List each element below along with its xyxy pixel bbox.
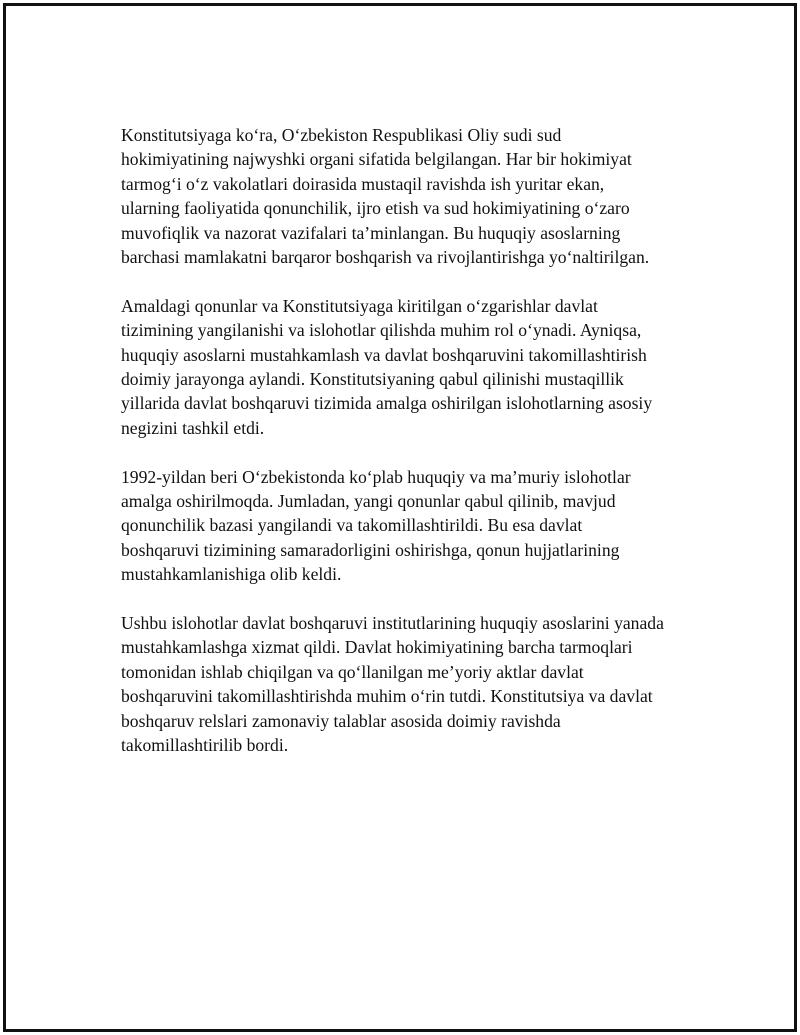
- text-line: Ushbu islohotlar davlat boshqaruvi institutlarining huquqiy asoslarini yanada: [121, 613, 664, 634]
- text-line: takomillashtirilib bordi.: [121, 735, 289, 756]
- text-line: tarmogʻi oʻz vakolatlari doirasida mustaqil ravishda ish yuritar ekan,: [121, 173, 605, 194]
- page-border: [3, 3, 797, 1032]
- text-line: tomonidan ishlab chiqilgan va qoʻllanilgan meʼyoriy aktlar davlat: [121, 661, 584, 682]
- text-line: boshqaruv relslari zamonaviy talablar asosida doimiy ravishda: [121, 710, 561, 731]
- text-line: mustahkamlanishiga olib keldi.: [121, 564, 342, 585]
- text-line: 1992-yildan beri Oʻzbekistonda koʻplab huquqiy va maʼmuriy islohotlar: [121, 466, 631, 487]
- text-line: boshqaruvi tizimining samaradorligini oshirishga, qonun hujjatlarining: [121, 539, 620, 560]
- text-line: negizini tashkil etdi.: [121, 417, 265, 438]
- text-line: huquqiy asoslarni mustahkamlash va davlat boshqaruvini takomillashtirish: [121, 344, 647, 365]
- text-line: doimiy jarayonga aylandi. Konstitutsiyaning qabul qilinishi mustaqillik: [121, 369, 624, 390]
- document-body: [121, 123, 696, 782]
- text-line: amalga oshirilmoqda. Jumladan, yangi qonunlar qabul qilinib, mavjud: [121, 491, 616, 512]
- paragraph-3: [121, 465, 696, 587]
- text-line: tizimining yangilanishi va islohotlar qilishda muhim rol oʻynadi. Ayniqsa,: [121, 320, 642, 341]
- paragraph-2: [121, 294, 696, 440]
- text-line: mustahkamlashga xizmat qildi. Davlat hokimiyatining barcha tarmoqlari: [121, 637, 633, 658]
- text-line: barchasi mamlakatni barqaror boshqarish va rivojlantirishga yoʻnaltirilgan.: [121, 247, 650, 268]
- paragraph-4: [121, 611, 696, 757]
- text-line: Konstitutsiyaga koʻra, Oʻzbekiston Respublikasi Oliy sudi sud: [121, 125, 562, 145]
- text-line: qonunchilik bazasi yangilandi va takomillashtirildi. Bu esa davlat: [121, 515, 583, 536]
- text-line: muvofiqlik va nazorat vazifalari taʼminlangan. Bu huquqiy asoslarning: [121, 222, 621, 243]
- text-line: ularning faoliyatida qonunchilik, ijro etish va sud hokimiyatining oʻzaro: [121, 198, 630, 219]
- paragraph-1: [121, 123, 696, 269]
- text-line: hokimiyatining najwyshki organi sifatida belgilangan. Har bir hokimiyat: [121, 149, 632, 170]
- text-line: yillarida davlat boshqaruvi tizimida amalga oshirilgan islohotlarning asosiy: [121, 393, 653, 414]
- text-line: boshqaruvini takomillashtirishda muhim oʻrin tutdi. Konstitutsiya va davlat: [121, 686, 653, 707]
- text-line: Amaldagi qonunlar va Konstitutsiyaga kiritilgan oʻzgarishlar davlat: [121, 295, 598, 316]
